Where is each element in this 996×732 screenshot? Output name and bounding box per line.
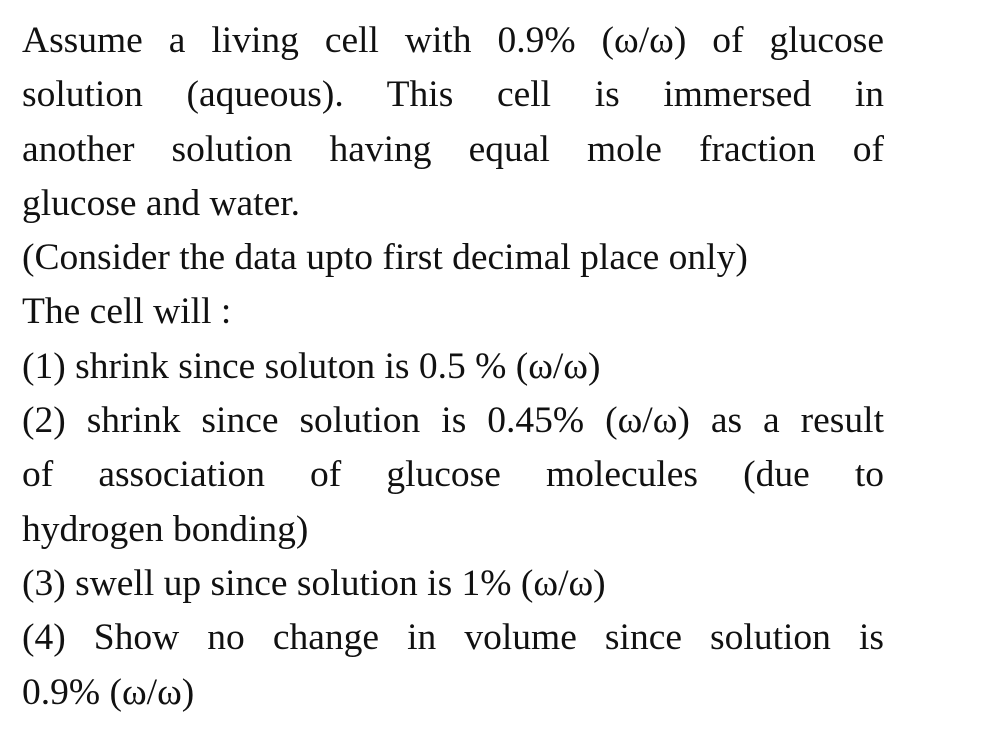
option-1[interactable] — [22, 340, 884, 394]
question-note: (Consider the data upto first decimal place only) — [22, 237, 748, 279]
option-2[interactable] — [22, 394, 884, 557]
option-line: of association of glucose molecules (due to — [22, 454, 884, 496]
option-line: (1) shrink since soluton is 0.5 % (ω/ω) — [22, 345, 601, 387]
option-line: hydrogen bonding) — [22, 508, 309, 550]
stem-line: glucose and water. — [22, 182, 301, 224]
question-prompt: The cell will : — [22, 291, 232, 333]
option-line: (3) swell up since solution is 1% (ω/ω) — [22, 562, 606, 604]
question-content — [22, 14, 884, 720]
question-stem — [22, 14, 884, 231]
option-line: (4) Show no change in volume since solution is — [22, 617, 884, 659]
option-line: (2) shrink since solution is 0.45% (ω/ω) as a result — [22, 400, 884, 442]
option-4[interactable] — [22, 611, 884, 720]
option-line: 0.9% (ω/ω) — [22, 671, 195, 713]
stem-line: another solution having equal mole fraction of — [22, 128, 884, 170]
stem-line: solution (aqueous). This cell is immersed in — [22, 74, 884, 116]
option-3[interactable] — [22, 557, 884, 611]
stem-line: Assume a living cell with 0.9% (ω/ω) of glucose — [22, 20, 884, 61]
